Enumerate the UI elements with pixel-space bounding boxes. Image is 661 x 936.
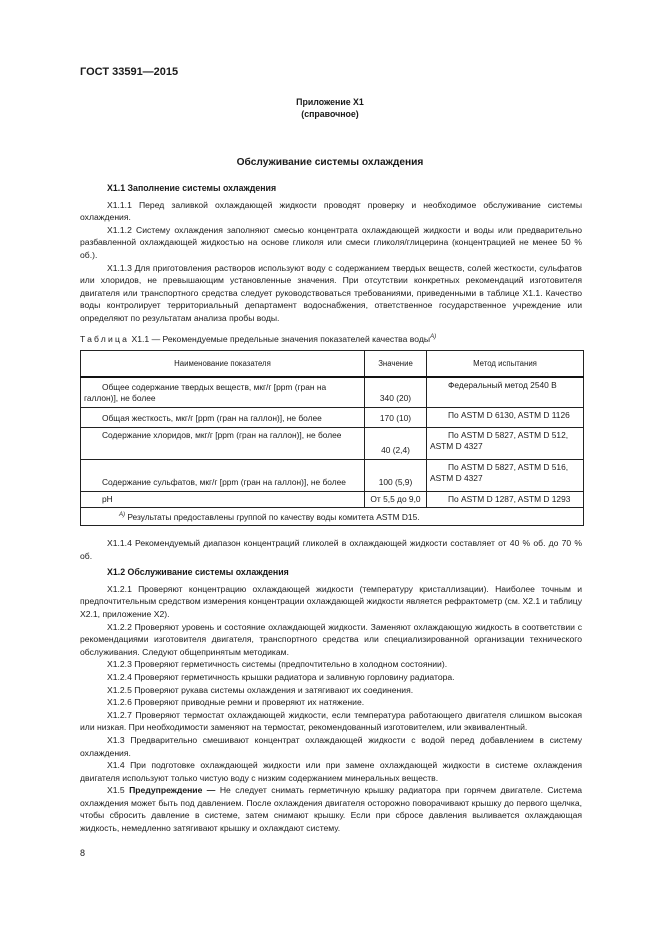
page-title: Обслуживание системы охлаждения	[236, 157, 424, 168]
table-cell: По ASTM D 5827, ASTM D 516, ASTM D 4327	[427, 459, 584, 491]
appendix-subtitle: (справочное)	[301, 109, 359, 119]
water-quality-table	[80, 350, 584, 526]
section-2	[80, 537, 582, 835]
table-cell: 340 (20)	[365, 377, 427, 407]
table-cell: По ASTM D 1287, ASTM D 1293	[427, 491, 584, 508]
table-cell: Общее содержание твердых веществ, мкг/г [ppm (гран на галлон)], не более	[81, 377, 365, 407]
paragraph: Х1.1.3 Для приготовления растворов используют воду с содержанием твердых веществ, солей жесткости, сульфатов или хлоридов, не превышающим установленные значения. При отсутствии конкретных рекомендаций изготовителя двигателя или транспортного средства следует руководствоваться требованиями, приведенными в таблице Х1.1. Качество воды контролирует территориальный департамент водоснабжения, ответственное государственное учреждение или определяют по результатам анализа пробы воды.	[80, 262, 582, 323]
table-cell: Содержание хлоридов, мкг/г [ppm (гран на галлон)], не более	[81, 427, 365, 459]
section-heading: Х1.2 Обслуживание системы охлаждения	[107, 567, 289, 578]
appendix-heading	[80, 96, 580, 120]
table-row	[81, 407, 584, 427]
table-caption-text: Х1.1 — Рекомендуемые предельные значения показателей качества воды	[131, 334, 431, 344]
table-header-row	[81, 351, 584, 378]
table-row	[81, 427, 584, 459]
table-row	[81, 491, 584, 508]
table-caption	[80, 334, 436, 344]
table-cell: 170 (10)	[365, 407, 427, 427]
paragraph-number: Х1.5	[107, 785, 125, 796]
paragraph: Х1.2.5 Проверяют рукава системы охлаждения и затягивают их соединения.	[107, 684, 414, 695]
table-cell: По ASTM D 5827, ASTM D 512, ASTM D 4327	[427, 427, 584, 459]
document-code: ГОСТ 33591—2015	[80, 66, 179, 78]
table-footnote	[81, 508, 584, 526]
appendix-title: Приложение Х1	[296, 97, 364, 107]
paragraph: Х1.2.6 Проверяют приводные ремни и проверяют их натяжение.	[107, 697, 365, 708]
paragraph: Х1.1.4 Рекомендуемый диапазон концентраций гликолей в охлаждающей жидкости составляет от 40 % об. до 70 % об.	[80, 538, 582, 561]
paragraph: Х1.2.2 Проверяют уровень и состояние охлаждающей жидкости. Заменяют охлаждающую жидкость в соответствии с рекомендациями изготовителя двигателя, транспортного средства или специализированной организации технического обслуживания. Следуют общепринятым методикам.	[80, 621, 582, 657]
table-row	[81, 377, 584, 407]
table-footnote-row	[81, 508, 584, 526]
column-header: Метод испытания	[427, 351, 584, 378]
paragraph: Х1.3 Предварительно смешивают концентрат охлаждающей жидкости с водой перед добавлением в систему охлаждения.	[80, 734, 582, 758]
table-cell: От 5,5 до 9,0	[365, 491, 427, 508]
column-header: Значение	[365, 351, 427, 378]
table-caption-sup: А)	[430, 334, 437, 341]
paragraph: Х1.1.1 Перед заливкой охлаждающей жидкости проводят проверку и необходимое обслуживание системы охлаждения.	[80, 199, 582, 223]
paragraph: Х1.2.3 Проверяют герметичность системы (предпочтительно в холодном состоянии).	[107, 659, 448, 670]
section-1	[80, 182, 582, 325]
warning-text: Не следует снимать герметичную крышку радиатора при горячем двигателе. Система охлаждения может быть под давлением. После охлаждения двигателя осторожно поворачивают крышку до первого щелчка, чтобы сбросить давление в системе, затем снимают крышку. Если при сбросе давления выливается охлаждающая жидкость, немедленно затягивают крышку и охлаждают систему.	[80, 785, 583, 834]
table-cell: 100 (5,9)	[365, 459, 427, 491]
table-cell: По ASTM D 6130, ASTM D 1126	[427, 407, 584, 427]
column-header: Наименование показателя	[81, 351, 365, 378]
table-cell: Общая жесткость, мкг/г [ppm (гран на галлон)], не более	[81, 407, 365, 427]
paragraph: Х1.4 При подготовке охлаждающей жидкости или при замене охлаждающей жидкости в системе охлаждения двигателя используют только чистую воду с низким содержанием минеральных веществ.	[80, 760, 582, 783]
section-heading: Х1.1 Заполнение системы охлаждения	[107, 183, 277, 193]
table-cell: Федеральный метод 2540 В	[427, 377, 584, 407]
footnote-mark: А)	[119, 512, 125, 518]
warning-paragraph	[80, 784, 582, 834]
table-cell: 40 (2,4)	[365, 427, 427, 459]
warning-label: Предупреждение —	[129, 785, 216, 796]
footnote-text: Результаты предоставлены группой по качеству воды комитета ASTM D15.	[127, 511, 420, 522]
table-cell: pH	[81, 491, 365, 508]
paragraph: Х1.2.7 Проверяют термостат охлаждающей жидкости, если температура работающего двигателя слишком высокая или низкая. При необходимости заменяют на термостат, рекомендованный изготовителем, или эквивалентный.	[80, 709, 582, 733]
table-caption-prefix: Таблица	[80, 334, 130, 344]
page-number: 8	[80, 848, 86, 858]
paragraph: Х1.2.1 Проверяют концентрацию охлаждающей жидкости (температуру кристаллизации). Наиболее точным и предпочтительным средством измерения концентрации охлаждающей жидкости является рефрактометр (см. Х2.1 и таблицу Х2.1, приложение Х2).	[80, 583, 582, 619]
paragraph: Х1.2.4 Проверяют герметичность крышки радиатора и заливную горловину радиатора.	[107, 671, 455, 682]
table-cell: Содержание сульфатов, мкг/г [ppm (гран на галлон)], не более	[81, 459, 365, 491]
table-row	[81, 459, 584, 491]
paragraph: Х1.1.2 Систему охлаждения заполняют смесью концентрата охлаждающей жидкости и воды или предварительно разбавленной охлаждающей жидкостью на основе гликоля или смеси гликоля/глицерина (концентрацией не менее 50 % об.).	[80, 224, 582, 260]
